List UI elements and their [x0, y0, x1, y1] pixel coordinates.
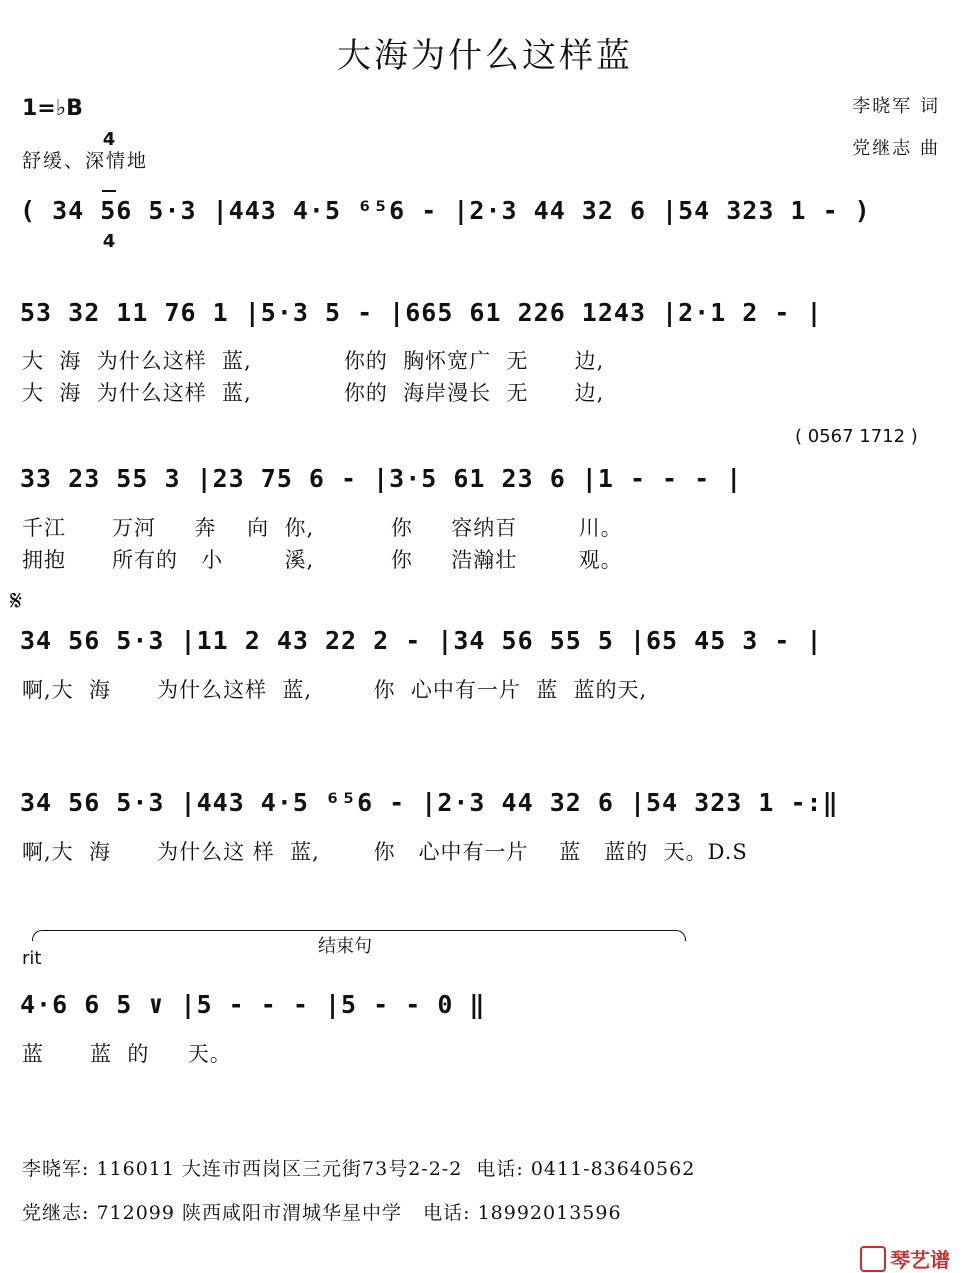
notation-row-2: 53 32 11 76 1 |5·3 5 - |665 61 226 1243 |2·1 2 - |: [20, 298, 823, 327]
lyric-row-2-verse-1: 大 海 为什么这样 蓝, 你的 胸怀宽广 无 边,: [22, 349, 605, 373]
lyric-row-2-verse-2: 大 海 为什么这样 蓝, 你的 海岸漫长 无 边,: [22, 381, 605, 405]
logo-icon: [860, 1246, 886, 1272]
lyric-row-3-verse-1: 千江 万河 奔 向 你, 你 容纳百 川。: [22, 516, 623, 540]
notation-row-5: 34 56 5·3 |443 4·5 ⁶⁵6 - |2·3 44 32 6 |54 323 1 -:‖: [20, 788, 839, 817]
watermark-text: 琴艺谱: [890, 1248, 950, 1272]
score-title: 大海为什么这样蓝: [337, 36, 633, 76]
lyric-row-6: 蓝 蓝 的 天。: [22, 1042, 232, 1066]
ritardando-marking: rit: [22, 948, 42, 969]
footer-address-lyricist: 李晓军: 116011 大连市西岗区三元街73号2-2-2 电话: 0411-83640562: [22, 1158, 696, 1180]
lyric-row-3-verse-2: 拥抱 所有的 小 溪, 你 浩瀚壮 观。: [22, 548, 623, 572]
notation-row-6: 4·6 6 5 ∨ |5 - - - |5 - - 0 ‖: [20, 990, 486, 1019]
segno-sign: 𝄋: [10, 584, 23, 617]
tempo-marking: 舒缓、深情地: [22, 150, 149, 172]
notation-row-3: 33 23 55 3 |23 75 6 - |3·5 61 23 6 |1 - - - |: [20, 464, 743, 493]
time-signature-bottom: 4: [102, 231, 116, 252]
key-signature: 1=♭B: [22, 96, 83, 121]
lyric-row-4: 啊,大 海 为什么这样 蓝, 你 心中有一片 蓝 蓝的天,: [22, 678, 648, 702]
composer-credit: 党继志 曲: [852, 138, 940, 159]
lyric-row-5: 啊,大 海 为什么这 样 蓝, 你 心中有一片 蓝 蓝的 天。D.S: [22, 840, 748, 864]
lyricist-credit: 李晓军 词: [852, 96, 940, 117]
time-signature-top: 4: [102, 129, 116, 150]
ending-label: 结束句: [318, 936, 372, 957]
notation-row-3-fill: ( 0567 1712 ): [795, 426, 918, 447]
notation-row-4: 34 56 5·3 |11 2 43 22 2 - |34 56 55 5 |65 45 3 - |: [20, 626, 823, 655]
notation-row-1: ( 34 56 5·3 |443 4·5 ⁶⁵6 - |2·3 44 32 6 |54 323 1 - ): [20, 196, 871, 225]
watermark-logo: [846, 1220, 950, 1273]
notation-row-1-spacer: [20, 262, 950, 263]
footer-address-composer: 党继志: 712099 陕西咸阳市渭城华星中学 电话: 18992013596: [22, 1202, 622, 1224]
time-signature: [102, 90, 116, 272]
